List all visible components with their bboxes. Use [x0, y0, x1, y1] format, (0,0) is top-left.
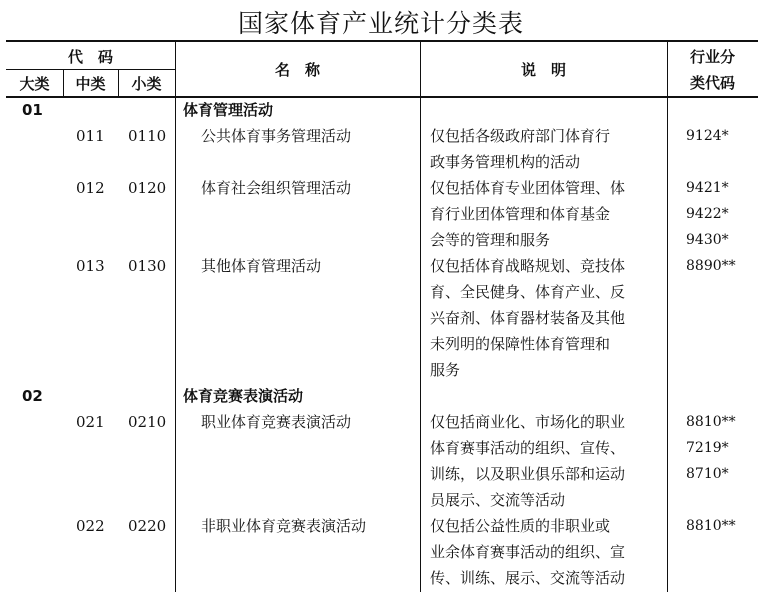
- middle-code: 013: [76, 257, 105, 275]
- description-line: 传、训练、展示、交流等活动: [430, 569, 626, 587]
- industry-code: 8890**: [686, 258, 736, 274]
- description-line: 仅包括体育战略规划、竞技体: [430, 257, 626, 275]
- major-code: 02: [22, 387, 43, 405]
- description-line: 员展示、交流等活动: [430, 491, 566, 509]
- divider-name-desc: [420, 40, 421, 592]
- description-line: 仅包括体育专业团体管理、体: [430, 179, 626, 197]
- minor-code: 0210: [128, 413, 167, 431]
- category-name: 其他体育管理活动: [201, 257, 322, 275]
- header-description: 说 明: [520, 61, 566, 79]
- description: [430, 513, 656, 591]
- minor-code: 0110: [128, 127, 167, 145]
- industry-code: 7219*: [686, 440, 729, 456]
- industry-code: 9422*: [686, 206, 729, 222]
- header-major: 大类: [19, 75, 50, 93]
- description: [430, 409, 656, 513]
- industry-code: 8810**: [686, 518, 736, 534]
- middle-code: 022: [76, 517, 105, 535]
- description-line: 仅包括各级政府部门体育行: [430, 127, 611, 145]
- description-line: 政事务管理机构的活动: [430, 153, 581, 171]
- top-rule: [6, 40, 758, 42]
- description-line: 会等的管理和服务: [430, 231, 551, 249]
- category-name: 公共体育事务管理活动: [201, 127, 352, 145]
- industry-codes: [686, 123, 729, 149]
- description: [430, 175, 656, 253]
- category-name: 职业体育竞赛表演活动: [201, 413, 352, 431]
- header-industry-code-2: 类代码: [689, 74, 735, 92]
- description-line: 业余体育赛事活动的组织、宣: [430, 543, 626, 561]
- description-line: 体育赛事活动的组织、宣传、: [430, 439, 626, 457]
- middle-code: 012: [76, 179, 105, 197]
- industry-code: 9421*: [686, 180, 729, 196]
- table-title: 国家体育产业统计分类表: [237, 9, 524, 38]
- industry-code: 9124*: [686, 128, 729, 144]
- header-industry-code-1: 行业分: [689, 48, 735, 66]
- description-line: 训练，以及职业俱乐部和运动: [430, 465, 626, 483]
- major-code: 01: [22, 101, 43, 119]
- header-minor: 小类: [131, 75, 162, 93]
- divider-desc-industry: [667, 40, 668, 592]
- description-line: 育、全民健身、体育产业、反: [430, 283, 626, 301]
- category-name: 非职业体育竞赛表演活动: [201, 517, 367, 535]
- description-line: 仅包括商业化、市场化的职业: [430, 413, 626, 431]
- description-line: 未列明的保障性体育管理和: [430, 335, 611, 353]
- middle-code: 021: [76, 413, 105, 431]
- description-line: 仅包括公益性质的非职业或: [430, 517, 611, 535]
- description-line: 兴奋剂、体育器材装备及其他: [430, 309, 626, 327]
- code-subheader-rule: [6, 69, 175, 70]
- industry-codes: [686, 513, 736, 539]
- description: [430, 253, 656, 383]
- description-line: 服务: [430, 361, 461, 379]
- industry-codes: [686, 175, 729, 253]
- header-name: 名 称: [274, 61, 320, 79]
- middle-code: 011: [76, 127, 105, 145]
- divider-code-name: [175, 40, 176, 592]
- industry-code: 9430*: [686, 232, 729, 248]
- category-name: 体育管理活动: [183, 101, 274, 119]
- industry-code: 8810**: [686, 414, 736, 430]
- category-name: 体育竞赛表演活动: [183, 387, 304, 405]
- category-name: 体育社会组织管理活动: [201, 179, 352, 197]
- header-middle: 中类: [75, 75, 106, 93]
- minor-code: 0130: [128, 257, 167, 275]
- minor-code: 0120: [128, 179, 167, 197]
- minor-code: 0220: [128, 517, 167, 535]
- industry-codes: [686, 409, 736, 487]
- industry-code: 8710*: [686, 466, 729, 482]
- description: [430, 123, 656, 175]
- description-line: 育行业团体管理和体育基金: [430, 205, 611, 223]
- header-code-group: 代 码: [67, 48, 113, 66]
- industry-codes: [686, 253, 736, 279]
